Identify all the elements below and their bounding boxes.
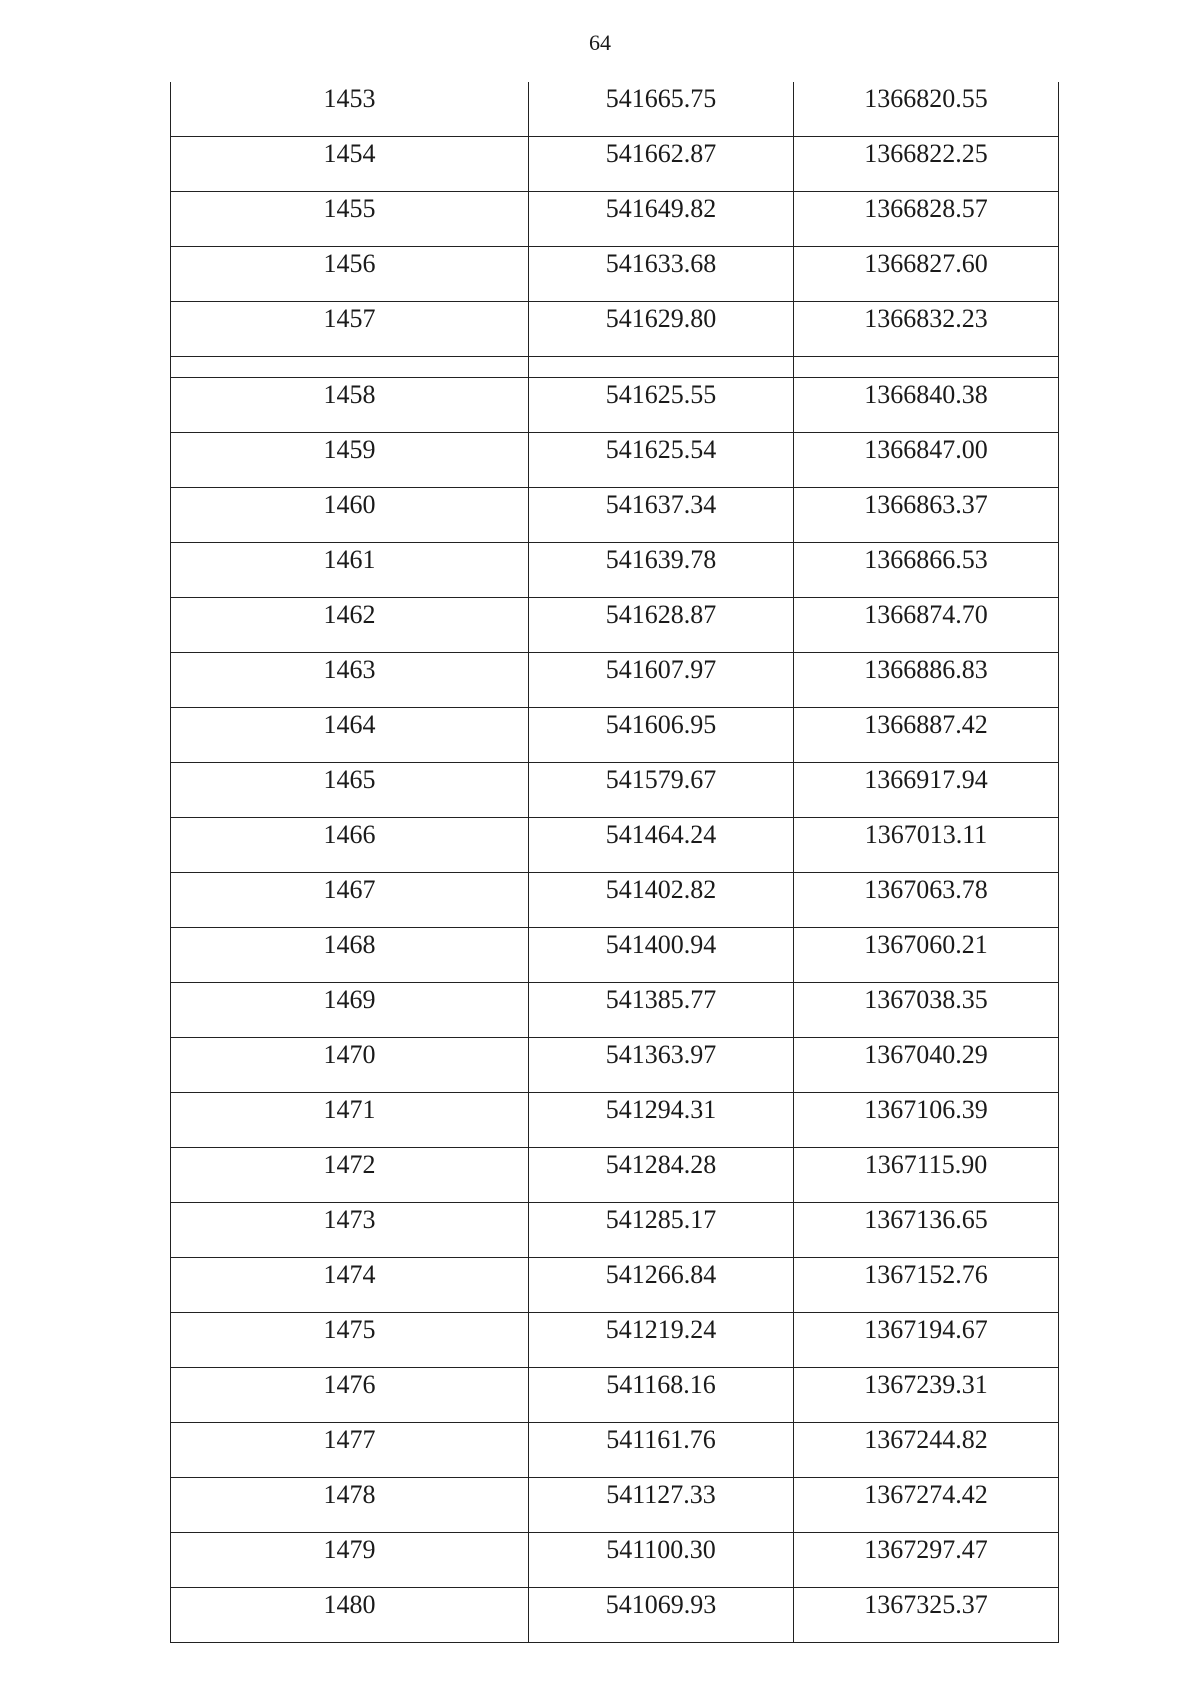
- table-row: [171, 873, 1059, 928]
- x-coordinate-cell: [529, 598, 794, 653]
- x-coordinate-cell: [529, 763, 794, 818]
- y-coordinate-cell: [794, 1258, 1059, 1313]
- cell-text: 1462: [323, 600, 376, 629]
- cell-text: 1367136.65: [864, 1205, 988, 1234]
- cell-text: 1464: [323, 710, 376, 739]
- y-coordinate-cell: [794, 983, 1059, 1038]
- cell-text: 541285.17: [605, 1205, 717, 1234]
- y-coordinate-cell: [794, 1203, 1059, 1258]
- cell-text: 1454: [323, 139, 376, 168]
- cell-text: 1366917.94: [864, 765, 988, 794]
- table-row: [171, 1533, 1059, 1588]
- x-coordinate-cell: [529, 873, 794, 928]
- cell-text: 1367297.47: [864, 1535, 988, 1564]
- cell-text: 1470: [323, 1040, 376, 1069]
- table-row: [171, 1423, 1059, 1478]
- cell-text: 1461: [323, 545, 376, 574]
- cell-text: 541625.55: [605, 380, 717, 409]
- y-coordinate-cell: [794, 433, 1059, 488]
- table-row: [171, 708, 1059, 763]
- cell-text: 541294.31: [605, 1095, 717, 1124]
- y-coordinate-cell: [794, 192, 1059, 247]
- cell-text: 1366820.55: [864, 84, 988, 113]
- x-coordinate-cell: [529, 1478, 794, 1533]
- y-coordinate-cell: [794, 1038, 1059, 1093]
- table-row: [171, 1148, 1059, 1203]
- cell-text: 1366827.60: [864, 249, 988, 278]
- x-coordinate-cell: [529, 928, 794, 983]
- point-number-cell: [171, 137, 529, 192]
- x-coordinate-cell: [529, 708, 794, 763]
- x-coordinate-cell: [529, 378, 794, 433]
- cell-text: 1367274.42: [864, 1480, 988, 1509]
- table-gap-section: [171, 357, 1059, 378]
- table-body-lower: [171, 378, 1059, 1643]
- y-coordinate-cell: [794, 873, 1059, 928]
- cell-text: 1457: [323, 304, 376, 333]
- cell-text: 1474: [323, 1260, 376, 1289]
- point-number-cell: [171, 1258, 529, 1313]
- cell-text: 541607.97: [605, 655, 717, 684]
- cell-text: 1366840.38: [864, 380, 988, 409]
- cell-text: 1479: [323, 1535, 376, 1564]
- cell-text: 1467: [323, 875, 376, 904]
- x-coordinate-cell: [529, 983, 794, 1038]
- y-coordinate-cell: [794, 1313, 1059, 1368]
- cell-text: 1367194.67: [864, 1315, 988, 1344]
- cell-text: 1366863.37: [864, 490, 988, 519]
- x-coordinate-cell: [529, 433, 794, 488]
- point-number-cell: [171, 247, 529, 302]
- point-number-cell: [171, 1203, 529, 1258]
- cell-text: 1478: [323, 1480, 376, 1509]
- y-coordinate-cell: [794, 928, 1059, 983]
- y-coordinate-cell: [794, 543, 1059, 598]
- cell-text: 1367325.37: [864, 1590, 988, 1619]
- coordinates-table: [170, 82, 1059, 1643]
- point-number-cell: [171, 1478, 529, 1533]
- cell-text: 1463: [323, 655, 376, 684]
- cell-text: 541628.87: [605, 600, 717, 629]
- y-coordinate-cell: [794, 598, 1059, 653]
- cell-text: 541625.54: [605, 435, 717, 464]
- y-coordinate-cell: [794, 818, 1059, 873]
- cell-text: 541266.84: [605, 1260, 717, 1289]
- table-row: [171, 1478, 1059, 1533]
- cell-text: 1367040.29: [864, 1040, 988, 1069]
- table-row: [171, 598, 1059, 653]
- table-row: [171, 653, 1059, 708]
- table-gap-row: [171, 357, 1059, 378]
- x-coordinate-cell: [529, 653, 794, 708]
- x-coordinate-cell: [529, 1258, 794, 1313]
- cell-text: 1367244.82: [864, 1425, 988, 1454]
- cell-text: 541662.87: [605, 139, 717, 168]
- cell-text: 541639.78: [605, 545, 717, 574]
- x-coordinate-cell: [529, 1313, 794, 1368]
- table-row: [171, 247, 1059, 302]
- cell-text: 1367115.90: [864, 1150, 988, 1179]
- point-number-cell: [171, 302, 529, 357]
- x-coordinate-cell: [529, 488, 794, 543]
- x-coordinate-cell: [529, 1038, 794, 1093]
- point-number-cell: [171, 1533, 529, 1588]
- y-coordinate-cell: [794, 763, 1059, 818]
- cell-text: 1477: [323, 1425, 376, 1454]
- cell-text: 1468: [323, 930, 376, 959]
- cell-text: 541464.24: [605, 820, 717, 849]
- table-row: [171, 983, 1059, 1038]
- cell-text: 1476: [323, 1370, 376, 1399]
- table-row: [171, 302, 1059, 357]
- table-row: [171, 1258, 1059, 1313]
- cell-text: 1366832.23: [864, 304, 988, 333]
- table-row: [171, 378, 1059, 433]
- page-number: 64: [589, 30, 611, 55]
- cell-text: 1456: [323, 249, 376, 278]
- cell-text: 1367013.11: [864, 820, 988, 849]
- cell-text: 1453: [323, 84, 376, 113]
- cell-text: 1466: [323, 820, 376, 849]
- cell-text: 541665.75: [605, 84, 717, 113]
- point-number-cell: [171, 82, 529, 137]
- point-number-cell: [171, 1148, 529, 1203]
- table-row: [171, 543, 1059, 598]
- table-row: [171, 1368, 1059, 1423]
- cell-text: 541400.94: [605, 930, 717, 959]
- table-row: [171, 763, 1059, 818]
- table-row: [171, 1203, 1059, 1258]
- cell-text: 1367038.35: [864, 985, 988, 1014]
- cell-text: 541606.95: [605, 710, 717, 739]
- x-coordinate-cell: [529, 302, 794, 357]
- coordinates-table-container: [170, 82, 1058, 1643]
- cell-text: 1367063.78: [864, 875, 988, 904]
- y-coordinate-cell: [794, 247, 1059, 302]
- cell-text: 1366847.00: [864, 435, 988, 464]
- cell-text: 1465: [323, 765, 376, 794]
- gap-cell: [171, 357, 529, 378]
- point-number-cell: [171, 1038, 529, 1093]
- x-coordinate-cell: [529, 1148, 794, 1203]
- y-coordinate-cell: [794, 708, 1059, 763]
- point-number-cell: [171, 763, 529, 818]
- y-coordinate-cell: [794, 378, 1059, 433]
- cell-text: 1366887.42: [864, 710, 988, 739]
- gap-cell: [794, 357, 1059, 378]
- table-body-upper: [171, 82, 1059, 357]
- point-number-cell: [171, 1093, 529, 1148]
- point-number-cell: [171, 708, 529, 763]
- cell-text: 1366828.57: [864, 194, 988, 223]
- cell-text: 1367239.31: [864, 1370, 988, 1399]
- point-number-cell: [171, 873, 529, 928]
- x-coordinate-cell: [529, 192, 794, 247]
- cell-text: 1475: [323, 1315, 376, 1344]
- point-number-cell: [171, 818, 529, 873]
- x-coordinate-cell: [529, 82, 794, 137]
- x-coordinate-cell: [529, 137, 794, 192]
- y-coordinate-cell: [794, 1423, 1059, 1478]
- table-row: [171, 818, 1059, 873]
- cell-text: 541579.67: [605, 765, 717, 794]
- point-number-cell: [171, 983, 529, 1038]
- cell-text: 541219.24: [605, 1315, 717, 1344]
- x-coordinate-cell: [529, 1203, 794, 1258]
- point-number-cell: [171, 928, 529, 983]
- cell-text: 1471: [323, 1095, 376, 1124]
- cell-text: 1366886.83: [864, 655, 988, 684]
- y-coordinate-cell: [794, 653, 1059, 708]
- cell-text: 1366822.25: [864, 139, 988, 168]
- cell-text: 1455: [323, 194, 376, 223]
- point-number-cell: [171, 1313, 529, 1368]
- table-row: [171, 1093, 1059, 1148]
- x-coordinate-cell: [529, 1368, 794, 1423]
- y-coordinate-cell: [794, 302, 1059, 357]
- point-number-cell: [171, 192, 529, 247]
- y-coordinate-cell: [794, 137, 1059, 192]
- cell-text: 541127.33: [606, 1480, 716, 1509]
- y-coordinate-cell: [794, 1533, 1059, 1588]
- table-row: [171, 1588, 1059, 1643]
- point-number-cell: [171, 1368, 529, 1423]
- table-row: [171, 488, 1059, 543]
- cell-text: 541284.28: [605, 1150, 717, 1179]
- table-row: [171, 1313, 1059, 1368]
- cell-text: 1458: [323, 380, 376, 409]
- cell-text: 541402.82: [605, 875, 717, 904]
- point-number-cell: [171, 543, 529, 598]
- y-coordinate-cell: [794, 82, 1059, 137]
- cell-text: 541168.16: [606, 1370, 716, 1399]
- point-number-cell: [171, 1588, 529, 1643]
- y-coordinate-cell: [794, 1368, 1059, 1423]
- y-coordinate-cell: [794, 1093, 1059, 1148]
- cell-text: 1459: [323, 435, 376, 464]
- cell-text: 1366874.70: [864, 600, 988, 629]
- x-coordinate-cell: [529, 1093, 794, 1148]
- cell-text: 541100.30: [606, 1535, 716, 1564]
- cell-text: 1460: [323, 490, 376, 519]
- cell-text: 541649.82: [605, 194, 717, 223]
- gap-cell: [529, 357, 794, 378]
- point-number-cell: [171, 598, 529, 653]
- x-coordinate-cell: [529, 1588, 794, 1643]
- x-coordinate-cell: [529, 543, 794, 598]
- cell-text: 1366866.53: [864, 545, 988, 574]
- point-number-cell: [171, 378, 529, 433]
- table-row: [171, 433, 1059, 488]
- point-number-cell: [171, 1423, 529, 1478]
- cell-text: 1480: [323, 1590, 376, 1619]
- cell-text: 1473: [323, 1205, 376, 1234]
- x-coordinate-cell: [529, 1423, 794, 1478]
- table-row: [171, 137, 1059, 192]
- cell-text: 541069.93: [605, 1590, 717, 1619]
- cell-text: 1469: [323, 985, 376, 1014]
- cell-text: 1472: [323, 1150, 376, 1179]
- y-coordinate-cell: [794, 488, 1059, 543]
- cell-text: 1367106.39: [864, 1095, 988, 1124]
- y-coordinate-cell: [794, 1478, 1059, 1533]
- cell-text: 541633.68: [605, 249, 717, 278]
- cell-text: 541385.77: [605, 985, 717, 1014]
- y-coordinate-cell: [794, 1148, 1059, 1203]
- table-row: [171, 1038, 1059, 1093]
- cell-text: 1367152.76: [864, 1260, 988, 1289]
- table-row: [171, 82, 1059, 137]
- point-number-cell: [171, 433, 529, 488]
- cell-text: 541637.34: [605, 490, 717, 519]
- cell-text: 541161.76: [606, 1425, 716, 1454]
- y-coordinate-cell: [794, 1588, 1059, 1643]
- point-number-cell: [171, 653, 529, 708]
- cell-text: 1367060.21: [864, 930, 988, 959]
- point-number-cell: [171, 488, 529, 543]
- cell-text: 541629.80: [605, 304, 717, 333]
- x-coordinate-cell: [529, 1533, 794, 1588]
- x-coordinate-cell: [529, 247, 794, 302]
- table-row: [171, 192, 1059, 247]
- x-coordinate-cell: [529, 818, 794, 873]
- table-row: [171, 928, 1059, 983]
- cell-text: 541363.97: [605, 1040, 717, 1069]
